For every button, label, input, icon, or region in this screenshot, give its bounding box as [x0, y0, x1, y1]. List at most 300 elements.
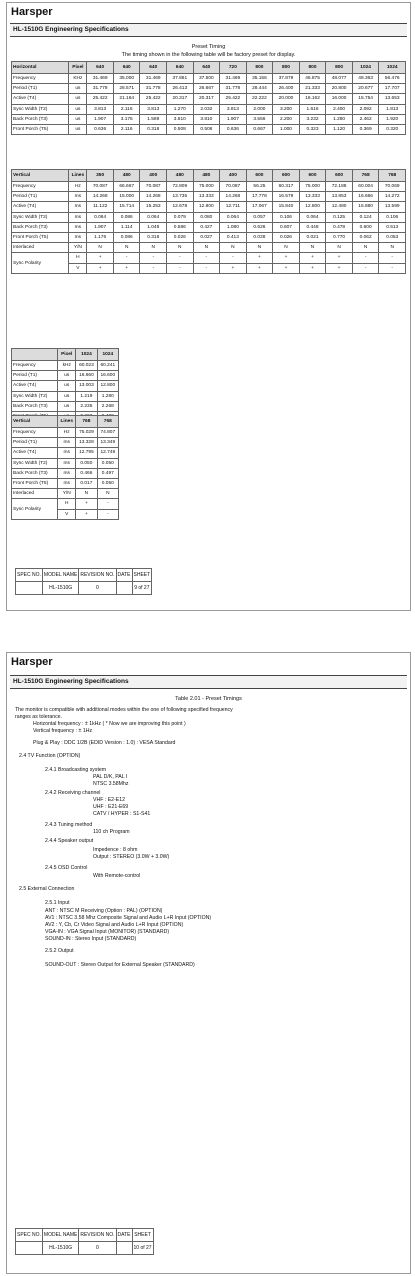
- table-cell: 0.050: [97, 478, 118, 488]
- table-row: [12, 74, 406, 84]
- table-cell: 800: [326, 62, 353, 74]
- table-cell: 0.636: [220, 124, 247, 134]
- table-cell: 1.813: [379, 104, 406, 114]
- spec-line: Plug & Play : DDC 1/2B (EDID Version : 1.0) : VESA Standard: [33, 740, 176, 746]
- table-cell: 2.235: [76, 401, 97, 411]
- table-cell: 70.069: [379, 182, 406, 192]
- table-cell: 13.333: [299, 192, 326, 202]
- table-cell: 0.369: [352, 124, 379, 134]
- table-cell: 2.032: [193, 104, 220, 114]
- spec-line: ANT : NTSC M Receiving (Option : PAL) (OPTION): [45, 908, 163, 914]
- table-cell: Sync Polarity: [12, 253, 69, 273]
- table-cell: 28.444: [246, 84, 273, 94]
- table-cell: 20.800: [326, 84, 353, 94]
- table-cell: 0.508: [167, 124, 194, 134]
- table-row: [12, 448, 119, 458]
- table-cell: 0.513: [379, 222, 406, 232]
- table-cell: Active (T4): [12, 448, 58, 458]
- table-cell: 37.861: [167, 74, 194, 84]
- table-row: [12, 182, 406, 192]
- spec-line: With Remote-control: [93, 873, 141, 879]
- table-cell: 640: [140, 62, 167, 74]
- spec-line: The monitor is compatible with additional modes within the one of following specified frequency: [15, 707, 233, 713]
- table-row: [12, 124, 406, 134]
- table-cell: 0.064: [87, 212, 114, 222]
- table-cell: 66.667: [113, 182, 140, 192]
- table-cell: 15.880: [352, 202, 379, 212]
- table-cell: Pixel: [58, 349, 76, 361]
- table-cell: 1.907: [87, 114, 114, 124]
- table-cell: 13.653: [379, 94, 406, 104]
- table-cell: 1.120: [326, 124, 353, 134]
- brand-logo: Harsper: [11, 6, 53, 18]
- table-cell: N: [299, 243, 326, 253]
- spec-line: 2.5 External Connection: [19, 886, 75, 892]
- table-cell: +: [76, 499, 97, 509]
- table-cell: DATE: [116, 1229, 132, 1242]
- table-cell: 600: [326, 170, 353, 182]
- table-cell: 48.363: [352, 74, 379, 84]
- table-cell: N: [193, 243, 220, 253]
- table-cell: ms: [69, 232, 87, 242]
- table-cell: N: [273, 243, 300, 253]
- table-row: [12, 499, 119, 509]
- table-cell: 0.027: [193, 232, 220, 242]
- table-cell: 1024: [379, 62, 406, 74]
- spec-line: Horizontal frequency : ± 1kHz ( * Now we are improving this point ): [33, 721, 186, 727]
- table-intro: The timing shown in the following table will be factory preset for display.: [121, 52, 296, 58]
- table-cell: H: [69, 253, 87, 263]
- table-cell: 12.480: [326, 202, 353, 212]
- table-cell: 17.707: [379, 84, 406, 94]
- table-cell: N: [76, 489, 97, 499]
- table-cell: 75.000: [299, 182, 326, 192]
- table-cell: N: [220, 243, 247, 253]
- table-cell: ms: [58, 438, 76, 448]
- table-cell: 21.164: [113, 94, 140, 104]
- table-cell: 20.317: [193, 94, 220, 104]
- table-cell: 72.809: [167, 182, 194, 192]
- table-cell: 60.023: [76, 361, 97, 371]
- table-cell: 14.268: [140, 192, 167, 202]
- table-header-row: [12, 349, 119, 361]
- table-cell: -: [167, 253, 194, 263]
- table-row: [12, 114, 406, 124]
- table-cell: 13.349: [97, 438, 118, 448]
- table-cell: 0.318: [140, 232, 167, 242]
- table-cell: 3.200: [273, 104, 300, 114]
- table-cell: Back Porch (T3): [12, 401, 58, 411]
- spec-line: Impedence : 8 ohm: [93, 847, 138, 853]
- table-cell: 20.317: [167, 94, 194, 104]
- table-cell: -: [352, 263, 379, 273]
- table-cell: 1024: [97, 349, 118, 361]
- table-cell: 2.116: [113, 124, 140, 134]
- table-cell: 70.087: [220, 182, 247, 192]
- table-cell: Sync Width (T2): [12, 458, 58, 468]
- table-cell: 600: [299, 170, 326, 182]
- table-cell: 1024: [76, 349, 97, 361]
- table-cell: 17.067: [246, 202, 273, 212]
- table-cell: +: [246, 253, 273, 263]
- table-cell: 1.280: [97, 391, 118, 401]
- spec-line: SOUND-IN : Stereo Input (STANDARD): [45, 936, 137, 942]
- table-cell: 480: [167, 170, 194, 182]
- table-cell: 640: [87, 62, 114, 74]
- table-cell: 60.004: [352, 182, 379, 192]
- table-cell: Frequency: [12, 74, 69, 84]
- table-cell: 0.626: [246, 222, 273, 232]
- table-cell: 768: [76, 416, 97, 428]
- table-row: [12, 361, 119, 371]
- table-cell: 35.156: [246, 74, 273, 84]
- table-cell: N: [326, 243, 353, 253]
- table-cell: ms: [58, 468, 76, 478]
- table-cell: Period (T1): [12, 192, 69, 202]
- table-cell: 0.050: [97, 458, 118, 468]
- table-cell: 20.000: [273, 94, 300, 104]
- table-cell: H: [58, 499, 76, 509]
- table-cell: 2.092: [352, 104, 379, 114]
- table-cell: 13.853: [326, 192, 353, 202]
- table-cell: Active (T4): [12, 202, 69, 212]
- table-cell: 2.116: [113, 104, 140, 114]
- table-cell: 13.328: [76, 438, 97, 448]
- table-cell: 0.318: [140, 124, 167, 134]
- table-cell: Sync Width (T2): [12, 212, 69, 222]
- table-cell: 400: [140, 170, 167, 182]
- table-cell: 720: [220, 62, 247, 74]
- table-cell: 0.026: [167, 232, 194, 242]
- table-cell: 3.810: [167, 114, 194, 124]
- table-cell: 75.000: [193, 182, 220, 192]
- table-cell: -: [97, 509, 118, 519]
- table-cell: 0.021: [299, 232, 326, 242]
- table-cell: 1.219: [76, 391, 97, 401]
- table-cell: ms: [69, 222, 87, 232]
- table-cell: 1.000: [273, 124, 300, 134]
- table-cell: 14.268: [87, 192, 114, 202]
- table-cell: 15.754: [352, 94, 379, 104]
- table-cell: 800: [246, 62, 273, 74]
- table-cell: 0: [79, 582, 116, 595]
- table-cell: 2.268: [97, 401, 118, 411]
- table-cell: Lines: [69, 170, 87, 182]
- table-cell: 800: [299, 62, 326, 74]
- table-cell: -: [113, 253, 140, 263]
- table-cell: 0.086: [113, 212, 140, 222]
- table-cell: 70.087: [140, 182, 167, 192]
- table-cell: Frequency: [12, 361, 58, 371]
- table-cell: 12.800: [193, 202, 220, 212]
- table-row: [12, 222, 406, 232]
- table-title: Table 2.01 - Preset Timings: [175, 696, 242, 702]
- table-cell: N: [246, 243, 273, 253]
- table-cell: +: [87, 253, 114, 263]
- table-cell: 0.064: [299, 212, 326, 222]
- table-cell: 25.422: [87, 94, 114, 104]
- table-cell: 0.057: [246, 212, 273, 222]
- table-cell: N: [140, 243, 167, 253]
- table-cell: 1.907: [87, 222, 114, 232]
- table-cell: 28.571: [113, 84, 140, 94]
- table-cell: Frequency: [12, 428, 58, 438]
- table-cell: kHz: [58, 361, 76, 371]
- spec-line: 2.4.4 Speaker output: [45, 838, 94, 844]
- table-cell: [16, 582, 43, 595]
- table-cell: REVISION NO.: [79, 1229, 116, 1242]
- table-cell: V: [58, 509, 76, 519]
- table-cell: 0.026: [273, 232, 300, 242]
- table-cell: 0.636: [87, 124, 114, 134]
- table-cell: 20.677: [352, 84, 379, 94]
- table-cell: us: [58, 371, 76, 381]
- table-cell: 0.320: [379, 124, 406, 134]
- spec-line: 2.4 TV Function (OPTION): [19, 753, 81, 759]
- table-cell: Back Porch (T3): [12, 468, 58, 478]
- table-cell: Horizontal: [12, 62, 69, 74]
- table-cell: us: [69, 114, 87, 124]
- table-cell: 12.800: [97, 381, 118, 391]
- table-cell: 480: [113, 170, 140, 182]
- table-cell: 0.028: [246, 232, 273, 242]
- table-cell: 12.749: [97, 448, 118, 458]
- table-cell: Interlaced: [12, 243, 69, 253]
- table-cell: 60.317: [273, 182, 300, 192]
- spec-line: SOUND-OUT : Stereo Output for External Speaker (STANDARD): [45, 962, 195, 968]
- table-cell: +: [273, 263, 300, 273]
- table-cell: 768: [379, 170, 406, 182]
- table-cell: ms: [58, 458, 76, 468]
- table-cell: +: [326, 263, 353, 273]
- table-cell: 0.125: [326, 212, 353, 222]
- table-cell: 0.053: [379, 232, 406, 242]
- table-cell: 0.466: [76, 468, 97, 478]
- spec-line: Vertical frequency : ± 1Hz: [33, 728, 93, 734]
- table-row: [12, 192, 406, 202]
- table-cell: Back Porch (T3): [12, 114, 69, 124]
- table-cell: 1.907: [220, 114, 247, 124]
- table-cell: 10 of 27: [132, 1242, 153, 1255]
- table-cell: SPEC NO.: [16, 1229, 43, 1242]
- table-row: [12, 232, 406, 242]
- table-cell: HL-1510G: [42, 582, 78, 595]
- doc-title: HL-1510G Engineering Specifications: [10, 675, 407, 689]
- table-cell: +: [273, 253, 300, 263]
- table-cell: Active (T4): [12, 94, 69, 104]
- table-cell: 37.500: [193, 74, 220, 84]
- table-cell: 72.188: [326, 182, 353, 192]
- table-cell: 0.062: [352, 232, 379, 242]
- table-cell: 17.778: [246, 192, 273, 202]
- table-cell: +: [87, 263, 114, 273]
- table-cell: 13.333: [193, 192, 220, 202]
- table-cell: 0.427: [193, 222, 220, 232]
- table-cell: 46.875: [299, 74, 326, 84]
- table-cell: 0.413: [220, 232, 247, 242]
- table-cell: Lines: [58, 416, 76, 428]
- table-cell: 0.079: [167, 212, 194, 222]
- table-cell: MODEL NAME: [42, 569, 78, 582]
- spec-line: NTSC 3.58Mhz: [93, 781, 129, 787]
- table-cell: 12.678: [167, 202, 194, 212]
- table-cell: 600: [273, 170, 300, 182]
- table-cell: ms: [69, 202, 87, 212]
- table-cell: SPEC NO.: [16, 569, 43, 582]
- table-cell: 22.222: [246, 94, 273, 104]
- table-cell: REVISION NO.: [79, 569, 116, 582]
- table-cell: N: [97, 489, 118, 499]
- table-cell: 16.660: [76, 371, 97, 381]
- table-cell: 15.000: [113, 192, 140, 202]
- table-cell: ms: [58, 448, 76, 458]
- table-cell: Interlaced: [12, 489, 58, 499]
- table-cell: 25.422: [140, 94, 167, 104]
- table-cell: 13.599: [379, 202, 406, 212]
- table-cell: 0.600: [352, 222, 379, 232]
- table-cell: MODEL NAME: [42, 1229, 78, 1242]
- table-cell: 14.272: [379, 192, 406, 202]
- table-row: [12, 94, 406, 104]
- vertical-timing-table: [11, 169, 406, 274]
- table-cell: -: [167, 263, 194, 273]
- table-cell: [12, 349, 58, 361]
- table-row: [12, 428, 119, 438]
- table-row: [12, 401, 119, 411]
- table-cell: N: [87, 243, 114, 253]
- table-row: [12, 104, 406, 114]
- table-cell: Y/N: [58, 489, 76, 499]
- table-cell: 0.086: [113, 232, 140, 242]
- table-cell: 16.579: [273, 192, 300, 202]
- table-cell: 16.600: [97, 371, 118, 381]
- table-row: [12, 263, 406, 273]
- table-cell: Pixel: [69, 62, 87, 74]
- table-cell: 35.000: [113, 74, 140, 84]
- table-cell: Period (T1): [12, 371, 58, 381]
- table-cell: -: [193, 263, 220, 273]
- table-cell: SHEET: [132, 569, 152, 582]
- table-cell: -: [97, 499, 118, 509]
- table-cell: +: [113, 263, 140, 273]
- table-cell: 75.029: [76, 428, 97, 438]
- table-cell: 2.200: [273, 114, 300, 124]
- table-title: Preset Timing: [191, 44, 226, 50]
- table-cell: HL-1510G: [42, 1242, 78, 1255]
- table-cell: us: [58, 401, 76, 411]
- table-row: [12, 243, 406, 253]
- spec-line: UHF : E21-E69: [93, 804, 129, 810]
- spec-line: 2.4.5 OSD Control: [45, 865, 88, 871]
- table-cell: 3.813: [140, 104, 167, 114]
- table-cell: 74.807: [97, 428, 118, 438]
- table-cell: 70.087: [87, 182, 114, 192]
- table-cell: 0.497: [97, 468, 118, 478]
- table-cell: 640: [113, 62, 140, 74]
- table-cell: +: [326, 253, 353, 263]
- table-cell: 21.333: [299, 84, 326, 94]
- horizontal-timing-table: [11, 61, 406, 135]
- spec-line: 2.4.1 Broadcasting system: [45, 767, 107, 773]
- horizontal-timing-table-2: [11, 348, 119, 422]
- table-cell: 0.667: [246, 124, 273, 134]
- table-cell: 800: [273, 62, 300, 74]
- table-cell: 0.448: [299, 222, 326, 232]
- table-cell: 60.241: [97, 361, 118, 371]
- table-header-row: [12, 62, 406, 74]
- spec-line: PAL D/K, PAL I: [93, 774, 128, 780]
- table-cell: Active (T4): [12, 381, 58, 391]
- spec-line: Output : STEREO (3.0W + 3.0W): [93, 854, 170, 860]
- table-cell: N: [379, 243, 406, 253]
- table-cell: 0.770: [326, 232, 353, 242]
- table-cell: 15.840: [273, 202, 300, 212]
- table-cell: 31.778: [220, 84, 247, 94]
- table-cell: 350: [87, 170, 114, 182]
- table-cell: us: [69, 84, 87, 94]
- table-cell: SHEET: [132, 1229, 153, 1242]
- table-cell: 48.077: [326, 74, 353, 84]
- table-cell: 15.714: [113, 202, 140, 212]
- table-cell: 3.813: [220, 104, 247, 114]
- table-cell: 1024: [352, 62, 379, 74]
- table-cell: -: [193, 253, 220, 263]
- table-cell: +: [246, 263, 273, 273]
- table-cell: [116, 1242, 132, 1255]
- spec-line: 2.5.1 Input: [45, 900, 70, 906]
- table-cell: 11.122: [87, 202, 114, 212]
- table-cell: 1.270: [167, 104, 194, 114]
- table-cell: us: [58, 381, 76, 391]
- table-cell: 37.879: [273, 74, 300, 84]
- table-row: [12, 478, 119, 488]
- table-cell: 14.268: [220, 192, 247, 202]
- table-cell: ms: [58, 478, 76, 488]
- table-cell: 400: [220, 170, 247, 182]
- table-cell: 31.778: [87, 84, 114, 94]
- spec-line: 2.5.2 Output: [45, 948, 74, 954]
- table-row: [12, 468, 119, 478]
- table-cell: us: [58, 391, 76, 401]
- spec-page-10: [6, 652, 411, 1274]
- table-cell: 1.589: [140, 114, 167, 124]
- table-cell: 3.175: [113, 114, 140, 124]
- table-cell: 31.469: [87, 74, 114, 84]
- table-cell: 1.616: [299, 104, 326, 114]
- table-row: [12, 489, 119, 499]
- table-cell: KHz: [69, 74, 87, 84]
- doc-title: HL-1510G Engineering Specifications: [10, 23, 407, 37]
- table-cell: 2.462: [352, 114, 379, 124]
- table-cell: 12.800: [299, 202, 326, 212]
- table-cell: DATE: [116, 569, 132, 582]
- table-cell: +: [299, 253, 326, 263]
- table-row: [12, 438, 119, 448]
- page-footer: [15, 1228, 154, 1255]
- spec-line: ranges as tolerance.: [15, 714, 63, 720]
- table-cell: 768: [352, 170, 379, 182]
- table-cell: 640: [193, 62, 220, 74]
- table-cell: 2.000: [246, 104, 273, 114]
- table-cell: 26.413: [167, 84, 194, 94]
- spec-line: CATV / HYPER : S1-S41: [93, 811, 151, 817]
- table-cell: us: [69, 94, 87, 104]
- table-cell: [116, 582, 132, 595]
- table-cell: 0.586: [167, 222, 194, 232]
- table-cell: 0.064: [220, 212, 247, 222]
- table-cell: 0.478: [326, 222, 353, 232]
- page-footer: [15, 568, 152, 595]
